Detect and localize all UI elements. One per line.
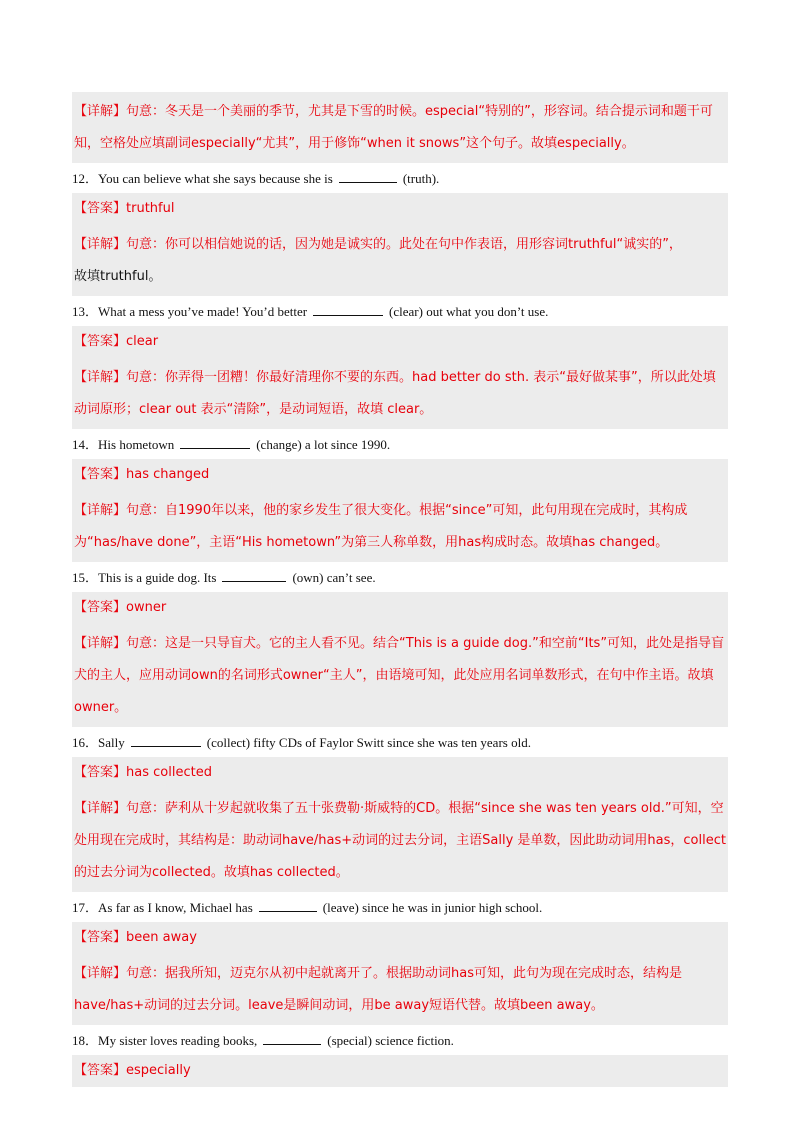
question-number: 18． bbox=[72, 1033, 99, 1048]
question-number: 13． bbox=[72, 304, 99, 319]
explanation-text: 句意：冬天是一个美丽的季节，尤其是下雪的时候。especial“特别的”，形容词。结合提示词和题干可知，空格处应填副词especially“尤其”，用于修饰“when it snows”这个句子。故填especially。 bbox=[74, 104, 713, 151]
answer-blank bbox=[259, 899, 317, 912]
explanation-text: 句意：你弄得一团糟！你最好清理你不要的东西。had better do sth. 表示“最好做某事”，所以此处填动词原形；clear out 表示“清除”，是动词短语，故填 clear。 bbox=[74, 370, 716, 417]
question-18 bbox=[72, 1025, 728, 1055]
answer-blank bbox=[263, 1032, 321, 1045]
question-text-before: As far as I know, Michael has bbox=[98, 900, 253, 915]
explanation-text: 句意：你可以相信她说的话，因为她是诚实的。此处在句中作表语，用形容词truthful“诚实的”， bbox=[126, 237, 682, 252]
answer-text: owner bbox=[126, 600, 167, 615]
answer-blank bbox=[313, 303, 383, 316]
explanation-tag: 【详解】 bbox=[74, 370, 127, 385]
question-text-after: (truth). bbox=[402, 171, 440, 186]
question-text-after: (own) can’t see. bbox=[292, 570, 376, 585]
explanation-tag: 【详解】 bbox=[74, 966, 127, 981]
question-number: 17． bbox=[72, 900, 99, 915]
answer-text: has collected bbox=[126, 765, 212, 780]
question-number: 15． bbox=[72, 570, 99, 585]
explanation-text: 句意：据我所知，迈克尔从初中起就离开了。根据助动词has可知，此句为现在完成时态，结构是have/has+动词的过去分词。leave是瞬间动词，用be away短语代替。故填been away。 bbox=[74, 966, 682, 1013]
answer-text: clear bbox=[126, 334, 159, 349]
question-text-before: His hometown bbox=[98, 437, 175, 452]
explanation-13 bbox=[72, 358, 728, 429]
answer-text: truthful bbox=[126, 201, 175, 216]
question-15 bbox=[72, 562, 728, 592]
question-16 bbox=[72, 727, 728, 757]
question-12 bbox=[72, 163, 728, 193]
answer-tag: 【答案】 bbox=[74, 201, 127, 216]
question-number: 14． bbox=[72, 437, 99, 452]
question-14 bbox=[72, 429, 728, 459]
question-17 bbox=[72, 892, 728, 922]
explanation-text: 句意：这是一只导盲犬。它的主人看不见。结合“This is a guide dog.”和空前“Its”可知，此处是指导盲犬的主人，应用动词own的名词形式owner“主人”，由语境可知，此处应用名词单数形式，在句中作主语。故填owner。 bbox=[74, 636, 725, 715]
answer-text: has changed bbox=[126, 467, 210, 482]
explanation-text: 句意：萨利从十岁起就收集了五十张费勒·斯威特的CD。根据“since she was ten years old.”可知，空处用现在完成时，其结构是：助动词have/has+动词的过去分词，主语Sally 是单数，因此助动词用has，collect的过去分词为collected。故填has collected。 bbox=[74, 801, 726, 880]
explanation-tail: 故填truthful。 bbox=[74, 269, 162, 284]
exercise-page bbox=[72, 92, 728, 1087]
answer-text: been away bbox=[126, 930, 197, 945]
question-number: 12． bbox=[72, 171, 99, 186]
answer-18 bbox=[72, 1055, 728, 1087]
question-text-before: Sally bbox=[98, 735, 125, 750]
explanation-11 bbox=[72, 92, 728, 163]
explanation-tag: 【详解】 bbox=[74, 237, 127, 252]
answer-tag: 【答案】 bbox=[74, 600, 127, 615]
answer-15 bbox=[72, 592, 728, 624]
question-text-before: My sister loves reading books, bbox=[98, 1033, 258, 1048]
question-text-after: (special) science fiction. bbox=[327, 1033, 454, 1048]
explanation-15 bbox=[72, 624, 728, 727]
answer-tag: 【答案】 bbox=[74, 1063, 127, 1078]
explanation-text: 句意：自1990年以来，他的家乡发生了很大变化。根据“since”可知，此句用现在完成时，其构成为“has/have done”，主语“His hometown”为第三人称单数，用has构成时态。故填has changed。 bbox=[74, 503, 688, 550]
answer-13 bbox=[72, 326, 728, 358]
question-text-before: What a mess you’ve made! You’d better bbox=[98, 304, 308, 319]
question-text-before: You can believe what she says because she is bbox=[98, 171, 333, 186]
explanation-12 bbox=[72, 225, 728, 296]
explanation-tag: 【详解】 bbox=[74, 801, 127, 816]
answer-blank bbox=[180, 436, 250, 449]
answer-blank bbox=[339, 170, 397, 183]
answer-12 bbox=[72, 193, 728, 225]
explanation-tag: 【详解】 bbox=[74, 104, 127, 119]
explanation-tag: 【详解】 bbox=[74, 503, 127, 518]
explanation-14 bbox=[72, 491, 728, 562]
answer-blank bbox=[131, 734, 201, 747]
question-text-after: (collect) fifty CDs of Faylor Switt since she was ten years old. bbox=[206, 735, 531, 750]
question-13 bbox=[72, 296, 728, 326]
answer-tag: 【答案】 bbox=[74, 930, 127, 945]
answer-tag: 【答案】 bbox=[74, 334, 127, 349]
question-text-after: (leave) since he was in junior high school. bbox=[322, 900, 543, 915]
answer-17 bbox=[72, 922, 728, 954]
answer-text: especially bbox=[126, 1063, 191, 1078]
answer-tag: 【答案】 bbox=[74, 467, 127, 482]
answer-tag: 【答案】 bbox=[74, 765, 127, 780]
question-text-after: (change) a lot since 1990. bbox=[256, 437, 391, 452]
question-text-after: (clear) out what you don’t use. bbox=[389, 304, 549, 319]
answer-16 bbox=[72, 757, 728, 789]
question-number: 16． bbox=[72, 735, 99, 750]
answer-14 bbox=[72, 459, 728, 491]
answer-blank bbox=[222, 569, 286, 582]
question-text-before: This is a guide dog. Its bbox=[98, 570, 217, 585]
explanation-16 bbox=[72, 789, 728, 892]
explanation-17 bbox=[72, 954, 728, 1025]
explanation-tag: 【详解】 bbox=[74, 636, 127, 651]
